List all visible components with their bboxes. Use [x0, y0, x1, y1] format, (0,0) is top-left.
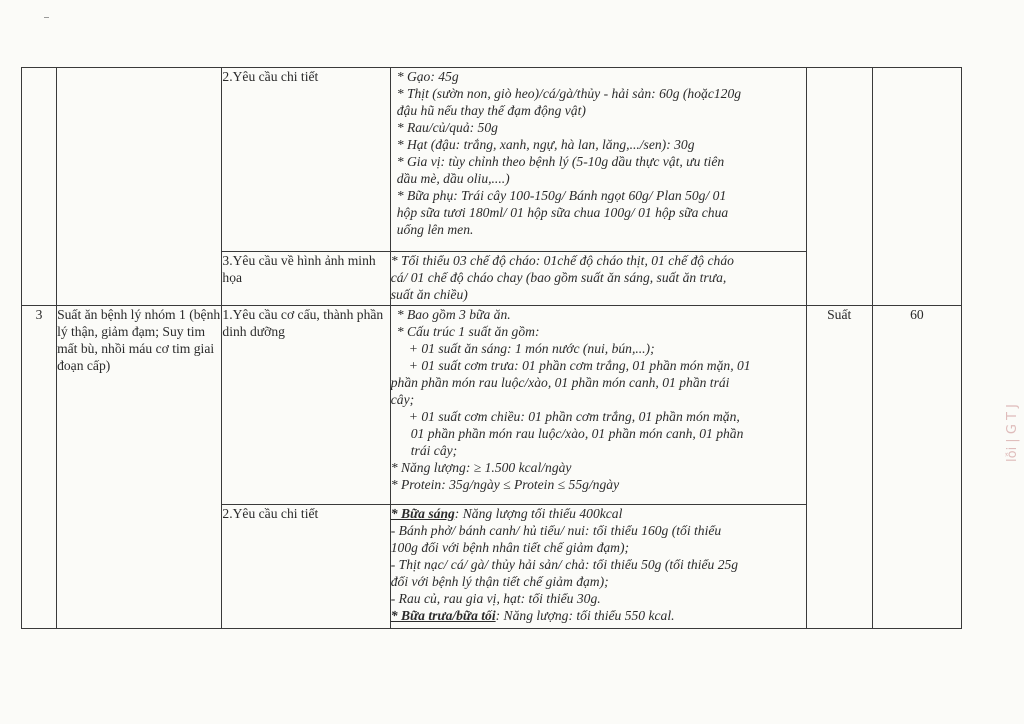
breakfast-title: * Bữa sáng — [390, 506, 455, 521]
unit-cell: Suất — [806, 306, 872, 629]
detail-line: - Bánh phở/ bánh canh/ hủ tiếu/ nui: tối thiểu 160g (tối thiểu — [390, 523, 722, 538]
specification-table — [21, 67, 962, 629]
detail-line: dầu mè, dầu oliu,....) — [396, 171, 510, 186]
detail-line: + 01 suất cơm trưa: 01 phần cơm trắng, 01 phần món mặn, 01 — [408, 358, 751, 373]
detail-line: đậu hũ nếu thay thế đạm động vật) — [396, 103, 586, 118]
detail-line: * Tối thiểu 03 chế độ cháo: 01chế độ cháo thịt, 01 chế độ cháo — [390, 253, 734, 268]
detail-line: * Protein: 35g/ngày ≤ Protein ≤ 55g/ngày — [390, 477, 620, 492]
detail-line: * Bữa phụ: Trái cây 100-150g/ Bánh ngọt 60g/ Plan 50g/ 01 — [396, 188, 727, 203]
lunch-text: : Năng lượng: tối thiểu 550 kcal. — [495, 608, 675, 623]
no-cell-empty — [22, 68, 57, 306]
detail-cell — [390, 306, 806, 505]
table-row — [22, 68, 962, 252]
requirement-label: 2.Yêu cầu chi tiết — [222, 69, 319, 84]
scan-mark — [44, 17, 49, 18]
qty-cell-empty — [872, 68, 961, 306]
detail-line: - Thịt nạc/ cá/ gà/ thủy hải sản/ chả: tối thiểu 50g (tối thiểu 25g — [390, 557, 739, 572]
requirement-label-cell — [222, 306, 390, 505]
requirement-label: 2.Yêu cầu chi tiết — [222, 506, 319, 521]
detail-line: phần phần món rau luộc/xào, 01 phần món canh, 01 phần trái — [390, 375, 730, 390]
requirement-label-cell — [222, 68, 390, 252]
lunch-title: * Bữa trưa/bữa tối — [390, 608, 496, 623]
detail-line: * Gạo: 45g — [396, 69, 459, 84]
requirement-label-cell — [222, 505, 390, 629]
detail-cell — [390, 68, 806, 252]
detail-line: * Năng lượng: ≥ 1.500 kcal/ngày — [390, 460, 572, 475]
detail-line: - Rau củ, rau gia vị, hạt: tối thiểu 30g. — [390, 591, 601, 606]
detail-line: suất ăn chiều) — [390, 287, 468, 302]
detail-line: * Gia vị: tùy chỉnh theo bệnh lý (5-10g dầu thực vật, ưu tiên — [396, 154, 725, 169]
detail-line: * Bao gồm 3 bữa ăn. — [396, 307, 511, 322]
detail-line: 01 phần phần món rau luộc/xào, 01 phần món canh, 01 phần — [410, 426, 744, 441]
detail-cell — [390, 505, 806, 629]
breakfast-text: : Năng lượng tối thiểu 400kcal — [454, 506, 623, 521]
detail-line: cây; — [390, 392, 415, 407]
detail-line: đối với bệnh lý thận tiết chế giảm đạm); — [390, 574, 609, 589]
quantity-cell: 60 — [872, 306, 961, 629]
name-cell-empty — [57, 68, 222, 306]
detail-line: * Cấu trúc 1 suất ăn gồm: — [396, 324, 540, 339]
detail-line: * Thịt (sườn non, giò heo)/cá/gà/thủy - hải sản: 60g (hoặc120g — [396, 86, 742, 101]
detail-line: 100g đối với bệnh nhân tiết chế giảm đạm); — [390, 540, 630, 555]
detail-line — [391, 607, 806, 624]
detail-line: * Rau/củ/quả: 50g — [396, 120, 498, 135]
detail-line: hộp sữa tươi 180ml/ 01 hộp sữa chua 100g/ 01 hộp sữa chua — [396, 205, 729, 220]
requirement-label: 1.Yêu cầu cơ cấu, thành phần dinh dưỡng — [222, 307, 384, 339]
item-name: Suất ăn bệnh lý nhóm 1 (bệnh lý thận, giảm đạm; Suy tim mất bù, nhồi máu cơ tim giai đoạn cấp) — [57, 306, 222, 629]
detail-line: trái cây; — [410, 443, 458, 458]
requirement-label-cell — [222, 252, 390, 306]
item-number: 3 — [22, 306, 57, 629]
unit-cell-empty — [806, 68, 872, 306]
requirement-label: 3.Yêu cầu về hình ảnh minh họa — [222, 253, 376, 285]
detail-line: * Hạt (đậu: trắng, xanh, ngự, hà lan, lăng,.../sen): 30g — [396, 137, 695, 152]
detail-line: + 01 suất ăn sáng: 1 món nước (nui, bún,...); — [408, 341, 655, 356]
detail-line: uống lên men. — [396, 222, 474, 237]
detail-cell — [390, 252, 806, 306]
table-row — [22, 306, 962, 505]
detail-line: + 01 suất cơm chiều: 01 phần cơm trắng, 01 phần món mặn, — [408, 409, 740, 424]
detail-line — [391, 505, 806, 522]
side-stamp: lỗi | G T J — [1005, 404, 1020, 462]
detail-line: cá/ 01 chế độ cháo chay (bao gồm suất ăn sáng, suất ăn trưa, — [390, 270, 727, 285]
